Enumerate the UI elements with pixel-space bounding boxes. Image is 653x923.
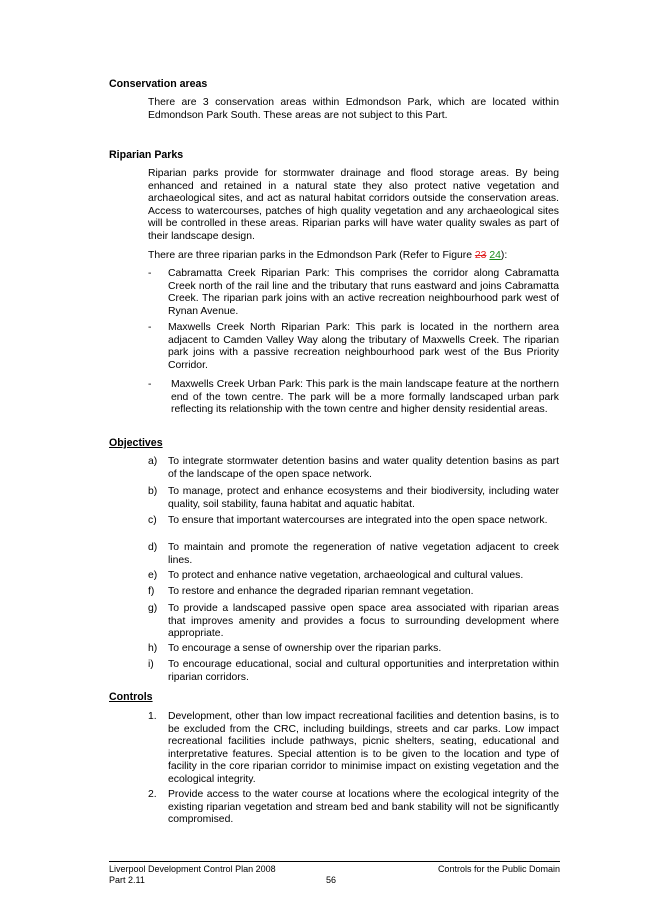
riparian-intro	[148, 250, 559, 263]
list-marker: d)	[148, 542, 158, 553]
control-text: Development, other than low impact recreational facilities and detention basins, is to be excluded from the CRC, including buildings, streets and car parks. Low impact recreational facilities include pathways, picnic shelters, seating, educational and interpretative features. Special attention is to be given to the location and type of facility in the core riparian corridor to minimise impact on existing vegetation and the ecological integrity.	[168, 711, 559, 785]
objective-text: To encourage a sense of ownership over the riparian parks.	[168, 643, 442, 654]
list-marker: a)	[148, 456, 158, 467]
riparian-intro-before: There are three riparian parks in the Edmondson Park (Refer to Figure	[148, 250, 475, 261]
riparian-intro-after: ):	[500, 250, 508, 261]
list-item	[148, 643, 559, 656]
list-item	[148, 586, 559, 599]
list-item	[148, 711, 559, 787]
objective-text: To provide a landscaped passive open space area associated with riparian areas that improves amenity and provides a focus to surrounding development where appropriate.	[168, 603, 559, 640]
list-item	[148, 603, 559, 641]
list-marker: 2.	[148, 789, 157, 800]
objectives-heading: Objectives	[109, 437, 163, 449]
park-cabramatta: Cabramatta Creek Riparian Park: This comprises the corridor along Cabramatta Creek north of the rail line and the tributary that runs eastward and joins Cabramatta Creek. The riparian park joins with an active recreation neighbourhood park west of Rynan Avenue.	[168, 268, 559, 317]
list-item	[148, 379, 559, 417]
list-marker: i)	[148, 659, 154, 670]
page-number: 56	[326, 875, 337, 885]
objective-text: To restore and enhance the degraded riparian remnant vegetation.	[168, 586, 474, 597]
list-item	[148, 789, 559, 827]
objective-text: To encourage educational, social and cultural opportunities and interpretation within riparian corridors.	[168, 659, 559, 683]
dash-marker: -	[148, 379, 152, 390]
list-marker: f)	[148, 586, 155, 597]
list-item	[148, 659, 559, 684]
objective-text: To integrate stormwater detention basins and water quality detention basins as part of the landscape of the open space network.	[168, 456, 559, 480]
control-text: Provide access to the water course at locations where the ecological integrity of the existing riparian vegetation and stream bed and bank stability will not be significantly compromised.	[168, 789, 559, 826]
footer-doc-title: Liverpool Development Control Plan 2008	[109, 864, 276, 874]
conservation-heading: Conservation areas	[109, 78, 208, 90]
figure-ref-deleted: 23	[474, 250, 487, 261]
list-marker: 1.	[148, 711, 157, 722]
objective-text: To manage, protect and enhance ecosystems and their biodiversity, including water quality, soil stability, fauna habitat and aquatic habitat.	[168, 486, 559, 510]
list-item	[148, 456, 559, 481]
dash-marker: -	[148, 268, 152, 279]
footer-part: Part 2.11	[109, 875, 145, 885]
conservation-body: There are 3 conservation areas within Edmondson Park, which are located within Edmondson Park South. These areas are not subject to this Part.	[148, 97, 559, 121]
dash-marker: -	[148, 322, 152, 333]
list-marker: h)	[148, 643, 158, 654]
list-marker: c)	[148, 515, 157, 526]
list-marker: b)	[148, 486, 158, 497]
list-marker: e)	[148, 570, 158, 581]
list-item	[148, 268, 559, 318]
riparian-heading: Riparian Parks	[109, 149, 184, 161]
list-item	[148, 486, 559, 511]
figure-ref-inserted[interactable]: 24	[489, 250, 501, 261]
footer-section-title: Controls for the Public Domain	[437, 864, 560, 874]
list-item	[148, 542, 559, 567]
list-marker: g)	[148, 603, 158, 614]
list-item	[148, 570, 559, 583]
park-maxwells-urban: Maxwells Creek Urban Park: This park is the main landscape feature at the northern end of the town centre. The park will be a more formally landscaped urban park reflecting its relationship with the town centre and higher density residential areas.	[171, 379, 559, 416]
objective-text: To protect and enhance native vegetation, archaeological and cultural values.	[168, 570, 524, 581]
list-item	[148, 515, 559, 528]
riparian-body: Riparian parks provide for stormwater drainage and flood storage areas. By being enhanced and retained in a natural state they also protect native vegetation and archaeological sites, and act as natural habitat corridors outside the conservation areas. Access to watercourses, patches of high quality vegetation and any archaeological sites will be controlled in these areas. Riparian parks will have water quality swales as part of their landscape design.	[148, 168, 559, 242]
objective-text: To maintain and promote the regeneration of native vegetation adjacent to creek lines.	[168, 542, 559, 566]
controls-heading: Controls	[109, 691, 153, 703]
list-item	[148, 322, 559, 372]
objective-text: To ensure that important watercourses are integrated into the open space network.	[168, 515, 548, 526]
footer-rule	[109, 861, 560, 862]
park-maxwells-north: Maxwells Creek North Riparian Park: This park is located in the northern area adjacent to Camden Valley Way along the tributary of Maxwells Creek. The riparian park joins with a passive recreation neighbourhood park west of the Bus Priority Corridor.	[168, 322, 559, 371]
